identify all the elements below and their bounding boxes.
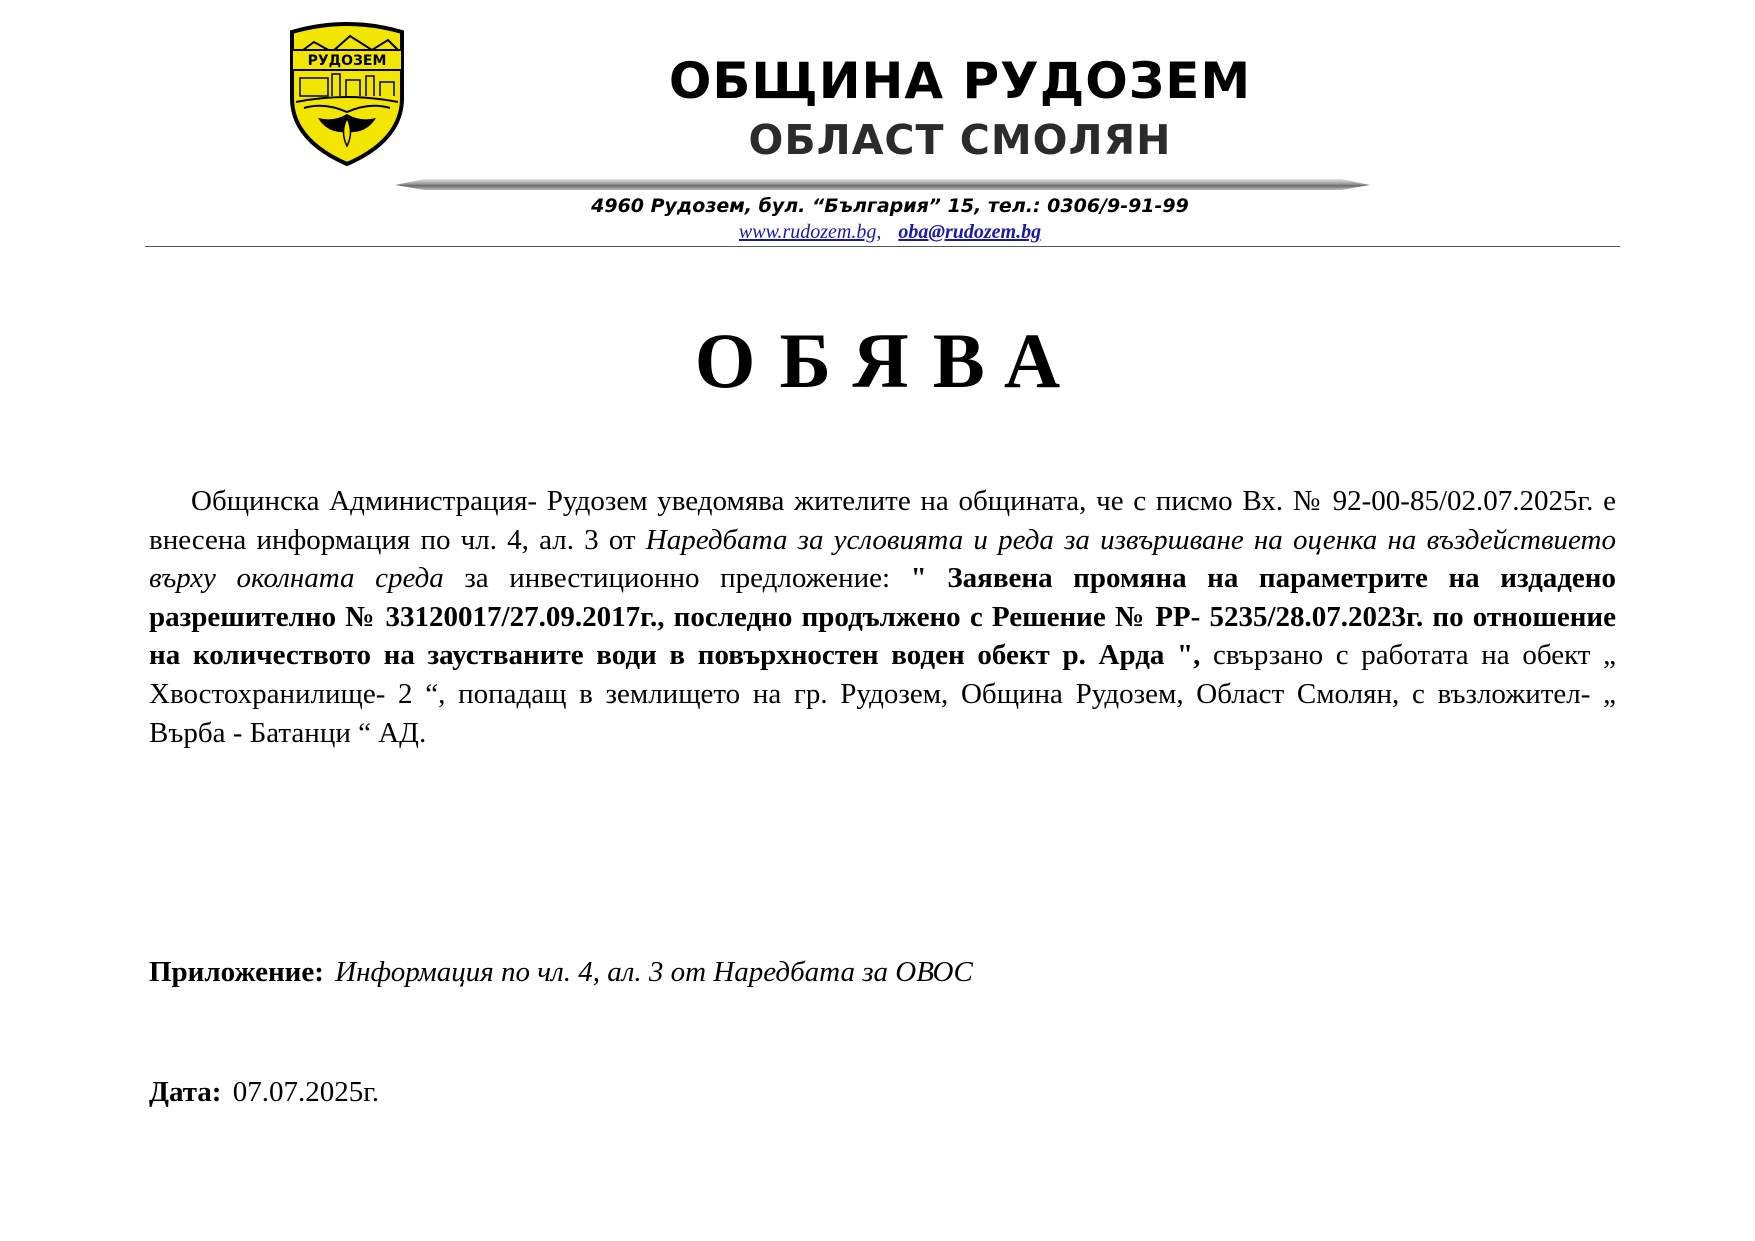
investment-proposal-title: " Заявена промяна на параметрите на издадено разрешително № 33120017/27.09.2017г., последно продължено с Решение № РР- 5235/28.07.2023г. по отношение на количеството на заустваните води в повърхностен воден обект р. Арда ",: [149, 562, 1616, 672]
attachment-label: Приложение:: [149, 956, 324, 988]
contact-links: [460, 221, 1320, 244]
date-label: Дата:: [149, 1076, 222, 1108]
municipality-crest-logo: [284, 18, 410, 166]
body-text-part: свързано с работата на обект „ Хвостохранилище- 2 “, попадащ в землището на гр. Рудозем, Община Рудозем, Област Смолян, с възложител- „ Върба - Батанци “ АД.: [149, 639, 1616, 749]
announcement-paragraph: [149, 482, 1616, 752]
header-decorative-bar: [395, 179, 1370, 190]
body-text-part: за инвестиционно предложение:: [443, 562, 911, 595]
attachment-value: Информация по чл. 4, ал. 3 от Наредбата за ОВОС: [335, 956, 973, 988]
regulation-title: Наредбата за условията и реда за извършване на оценка на въздействието върху околната среда: [149, 523, 1616, 595]
document-title: ОБЯВА: [694, 317, 1085, 404]
date-value: 07.07.2025г.: [232, 1076, 380, 1108]
body-text-part: Общинска Администрация- Рудозем уведомява жителите на общината, че с писмо Вх. № 92-00-85/02.07.2025г. е внесена информация по чл. 4, ал. 3 от: [149, 485, 1616, 556]
website-link[interactable]: www.rudozem.bg,: [738, 221, 882, 243]
attachment-line: [149, 956, 1549, 989]
svg-text:РУДОЗЕМ: РУДОЗЕМ: [307, 53, 387, 69]
date-line: [149, 1076, 949, 1109]
header-divider: [145, 246, 1620, 247]
email-link[interactable]: oba@rudozem.bg: [898, 221, 1042, 243]
contact-address: 4960 Рудозем, бул. “България” 15, тел.: 0306/9-91-99: [591, 195, 1189, 217]
region-name: ОБЛАСТ СМОЛЯН: [748, 116, 1172, 164]
municipality-name: ОБЩИНА РУДОЗЕМ: [668, 52, 1252, 110]
